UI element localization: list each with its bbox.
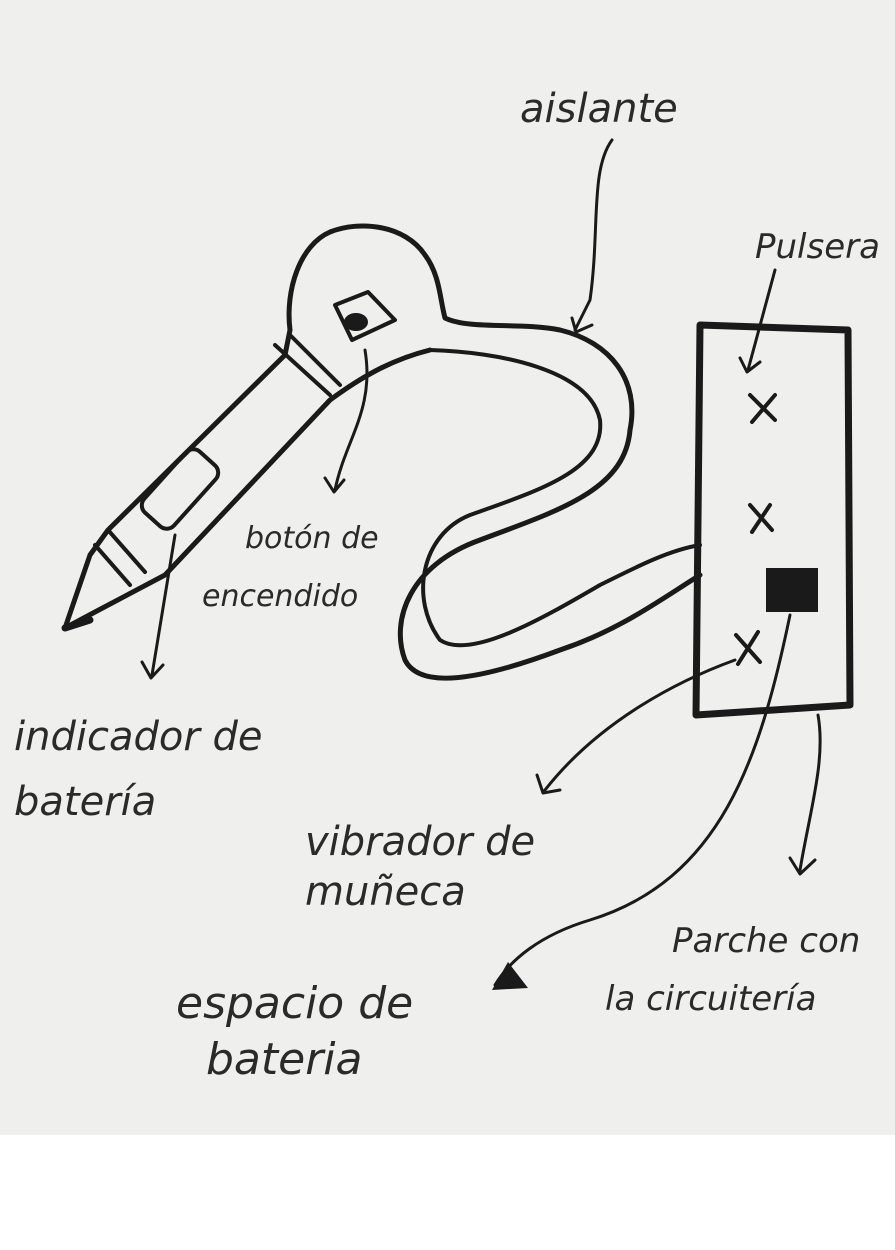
label-boton-line2: encendido bbox=[202, 579, 359, 614]
cable bbox=[400, 350, 700, 678]
pen-outline bbox=[65, 226, 632, 628]
arrow-espacio-head bbox=[492, 962, 528, 990]
label-boton-line1: botón de bbox=[245, 521, 379, 556]
arrow-aislante bbox=[572, 140, 612, 332]
arrow-parche bbox=[790, 715, 820, 874]
power-button bbox=[335, 292, 395, 340]
label-parche-line1: Parche con bbox=[672, 921, 861, 961]
patch-mark-3 bbox=[736, 632, 760, 664]
patch-outline bbox=[696, 325, 850, 715]
label-espacio-line1: espacio de bbox=[176, 978, 414, 1029]
label-indicador-line2: batería bbox=[14, 779, 157, 825]
label-aislante: aislante bbox=[520, 86, 678, 132]
arrow-pulsera bbox=[740, 270, 775, 372]
label-vibrador-line1: vibrador de bbox=[305, 819, 536, 865]
label-vibrador-line2: muñeca bbox=[305, 869, 466, 915]
label-espacio-line2: bateria bbox=[206, 1034, 363, 1085]
power-button-dot bbox=[344, 313, 368, 331]
pen-device bbox=[65, 226, 632, 628]
patch-mark-2 bbox=[750, 505, 772, 532]
label-indicador-line1: indicador de bbox=[14, 714, 263, 760]
arrow-vibrador bbox=[537, 660, 735, 793]
battery-space-block bbox=[766, 568, 818, 612]
arrow-indicador bbox=[142, 535, 175, 678]
label-pulsera: Pulsera bbox=[755, 227, 880, 267]
wrist-patch bbox=[696, 325, 850, 715]
patch-mark-1 bbox=[750, 395, 775, 422]
arrow-boton bbox=[325, 350, 367, 492]
label-parche-line2: la circuitería bbox=[605, 979, 817, 1019]
